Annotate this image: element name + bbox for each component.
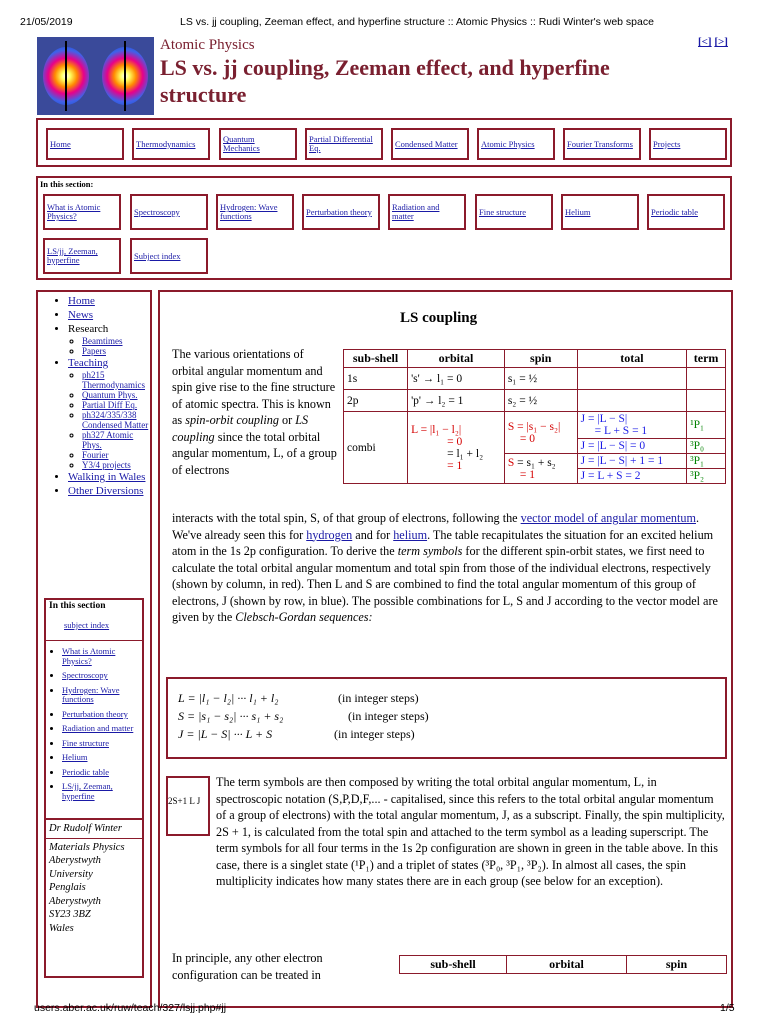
cell-J1	[577, 412, 687, 439]
secnav-link[interactable]: Subject index	[134, 250, 181, 261]
section-heading: LS coupling	[400, 310, 478, 326]
nav-fourier[interactable]	[563, 128, 641, 160]
table-row	[344, 368, 726, 390]
table-header-row	[344, 350, 726, 368]
secnav-helium[interactable]	[561, 194, 639, 230]
print-title: LS vs. jj coupling, Zeeman effect, and hyperfine structure :: Atomic Physics :: Rudi Winter's web space	[180, 16, 654, 28]
print-footer	[0, 1000, 768, 1016]
secnav-what-is[interactable]	[43, 194, 121, 230]
cell-L	[408, 412, 505, 484]
cell-J4: J = L + S = 2	[577, 469, 687, 484]
formula-L: L = |l₁ − l₂| ··· l₁ + l₂	[178, 691, 279, 705]
nav-link[interactable]: Condensed Matter	[395, 138, 458, 149]
section-subtitle: Atomic Physics	[160, 37, 255, 53]
logo-line	[65, 41, 67, 111]
term-symbol-box	[166, 776, 210, 836]
em-text: term symbols	[397, 544, 463, 558]
text: or	[278, 413, 296, 427]
L-value: = 0	[447, 435, 463, 448]
cell: 1s	[344, 368, 408, 390]
em-text: Clebsch-Gordan sequences:	[235, 610, 373, 624]
text: The various orientations of orbital angular momentum and spin give rise to the fine structure of atomic spectra. This is known as	[172, 347, 336, 427]
address-body	[46, 839, 142, 938]
sidebar-sublink[interactable]: ph324/335/338 Condensed Matter	[82, 410, 149, 430]
th: sub-shell	[400, 956, 507, 974]
cell: 2p	[344, 390, 408, 412]
in-section-link[interactable]: LS/jj, Zeeman, hyperfine	[62, 781, 113, 801]
S-symbol: S	[507, 456, 515, 469]
sidebar-item[interactable]	[68, 470, 150, 484]
print-date: 21/05/2019	[20, 16, 73, 28]
nav-home[interactable]	[46, 128, 124, 160]
formula-S: S = |s₁ − s₂| ··· s₁ + s₂	[178, 709, 284, 723]
address-name: Dr Rudolf Winter	[46, 820, 142, 839]
address-line: Wales	[49, 922, 74, 934]
in-section-link[interactable]: Helium	[62, 752, 88, 762]
teaching-sublist	[68, 370, 150, 470]
nav-link[interactable]: Thermodynamics	[136, 138, 196, 149]
th: sub-shell	[344, 350, 408, 368]
sidebar-item[interactable]	[68, 308, 150, 322]
sidebar-link-walking[interactable]: Walking in Wales	[68, 471, 146, 483]
address-line: Aberystwyth University	[49, 855, 101, 880]
sidebar-sublist-wrap	[68, 336, 150, 356]
text: for the different spin-orbit states, we first need to calculate the total orbital angular momentum and total spin from those of the individual electrons, respectively (shown by column, in red). Then L and S are combined to find the total angular momentum of this group of electrons, J (shown by row, in blue). The possible combinations for L, S and J according to the vector model are given by the	[172, 544, 718, 624]
L-formula2: = l₁ + l₂	[447, 447, 484, 460]
site-logo[interactable]	[37, 37, 154, 115]
in-section-link[interactable]: Radiation and matter	[62, 723, 134, 733]
cell: 's' → l₁ = 0	[408, 368, 505, 390]
secnav-hydrogen[interactable]	[216, 194, 294, 230]
nav-atomic[interactable]	[477, 128, 555, 160]
vector-model-link[interactable]: vector model of angular momentum	[520, 511, 696, 525]
table-row	[344, 390, 726, 412]
sidebar-sublink[interactable]: Y3/4 projects	[82, 460, 131, 470]
secnav-link[interactable]: LS/jj, Zeeman, hyperfine	[47, 246, 98, 265]
in-section-item[interactable]	[62, 724, 142, 734]
table-row	[344, 412, 726, 439]
text: . The table recapitulates the situation for an excited helium atom in the 1s 2p configuration. To derive the	[172, 527, 714, 558]
in-section-link[interactable]: Perturbation theory	[62, 708, 128, 719]
in-section-link[interactable]: What is Atomic Physics?	[62, 646, 116, 666]
nav-quantum[interactable]	[219, 128, 297, 160]
sidebar-subitem[interactable]	[82, 450, 150, 460]
L-value2: = 1	[447, 459, 463, 472]
logo-line	[124, 41, 126, 111]
secnav-link[interactable]: Periodic table	[651, 206, 698, 217]
S-value: = 0	[519, 432, 535, 445]
nav-link[interactable]: Atomic Physics	[481, 138, 535, 149]
address-line: SY23 3BZ	[49, 909, 91, 920]
sidebar-sublist-wrap	[68, 370, 150, 470]
address-line: Aberystwyth	[49, 895, 101, 907]
sidebar-sublink[interactable]: ph327 Atomic Phys.	[82, 430, 134, 450]
nav-pde[interactable]	[305, 128, 383, 160]
sidebar-subitem[interactable]	[82, 346, 150, 356]
prev-next-links	[698, 36, 728, 48]
sidebar-item[interactable]	[68, 294, 150, 308]
sidebar-subitem[interactable]	[82, 390, 150, 400]
nav-projects[interactable]	[649, 128, 727, 160]
helium-link[interactable]: helium	[393, 527, 428, 542]
th: orbital	[408, 350, 505, 368]
th: spin	[504, 350, 577, 368]
main-paragraph	[172, 510, 728, 626]
in-section-link[interactable]: Spectroscopy	[62, 670, 108, 680]
in-section-link[interactable]: Hydrogen: Wave functions	[62, 684, 120, 704]
term-cell: ³P₀	[687, 439, 726, 454]
in-this-section-box	[44, 598, 144, 834]
sidebar-subitem[interactable]	[82, 410, 150, 430]
secnav-link[interactable]: Hydrogen: Wave functions	[220, 202, 278, 221]
subject-index-wrap	[46, 612, 142, 640]
cell-J3: J = |L − S| + 1 = 1	[577, 454, 687, 469]
logo-left-half	[37, 37, 95, 115]
secnav-index[interactable]	[130, 238, 208, 274]
th: spin	[627, 956, 727, 974]
intro-paragraph	[172, 346, 338, 478]
nav-condensed[interactable]	[391, 128, 469, 160]
cell	[687, 368, 726, 390]
secnav-spectroscopy[interactable]	[130, 194, 208, 230]
secnav-radiation[interactable]	[388, 194, 466, 230]
in-section-item[interactable]	[62, 686, 142, 705]
th: term	[687, 350, 726, 368]
text: and for	[352, 527, 394, 542]
in-section-link[interactable]: Periodic table	[62, 766, 109, 777]
secnav-perturbation[interactable]	[302, 194, 380, 230]
cell: s₁ = ½	[504, 368, 577, 390]
secnav-link[interactable]: Perturbation theory	[306, 206, 372, 217]
L-formula: L = |l₁ − l₂|	[411, 423, 462, 436]
logo-right-half	[96, 37, 154, 115]
term-cell: ³P₂	[687, 469, 726, 484]
nav-link[interactable]: Projects	[653, 138, 681, 149]
in-this-section-title: In this section	[49, 601, 106, 611]
formula-note: (in integer steps)	[338, 691, 419, 705]
section-nav-label: In this section:	[40, 179, 94, 189]
sidebar-link-news[interactable]: News	[68, 309, 94, 321]
ls-table	[343, 349, 726, 484]
term-cell: ¹P₁	[687, 412, 726, 439]
sidebar-subitem[interactable]	[82, 460, 150, 470]
in-section-item[interactable]	[62, 753, 142, 763]
sidebar-link-teaching[interactable]: Teaching	[68, 357, 109, 369]
cell-S1	[504, 412, 577, 454]
next-link[interactable]: [>]	[714, 36, 728, 48]
clebsch-gordan-box	[166, 677, 727, 759]
in-section-item[interactable]	[62, 739, 142, 749]
secnav-fine[interactable]	[475, 194, 553, 230]
sidebar-subitem[interactable]	[82, 336, 150, 346]
nav-link[interactable]: Quantum Mechanics	[223, 134, 260, 153]
sidebar-sublink[interactable]: Fourier	[82, 450, 109, 460]
sidebar-sublink[interactable]: Beamtimes	[82, 336, 123, 346]
next-paragraph: In principle, any other electron configuration can be treated in	[172, 951, 323, 982]
address-line: Penglais	[49, 882, 86, 893]
sidebar-subitem[interactable]	[82, 370, 150, 390]
S-formula: S = |s₁ − s₂|	[507, 420, 561, 433]
term-symbol-template: 2S+1 L J	[168, 796, 201, 806]
in-section-item[interactable]	[62, 647, 142, 666]
sidebar-item: • Research	[68, 322, 150, 336]
sidebar-subitem[interactable]	[82, 430, 150, 450]
top-nav	[36, 118, 732, 167]
secnav-lsjj[interactable]	[43, 238, 121, 274]
in-section-item[interactable]	[62, 782, 142, 801]
nav-link[interactable]: Fourier Transforms	[567, 138, 633, 149]
em-text: LS coupling	[172, 413, 309, 444]
cell	[687, 390, 726, 412]
J-formula: J = |L − S|	[580, 413, 628, 425]
J-formula2: = L + S = 1	[594, 425, 648, 437]
second-table	[399, 955, 727, 974]
print-page: 1/5	[720, 1002, 735, 1014]
in-section-list	[46, 647, 142, 801]
secnav-link[interactable]: Radiation and matter	[392, 202, 440, 221]
cell: combi	[344, 412, 408, 484]
hydrogen-link[interactable]: hydrogen	[306, 527, 353, 542]
secnav-link[interactable]: What is Atomic Physics?	[47, 202, 101, 221]
S-sum: = s₁ + s₂	[517, 456, 556, 469]
text: since the total orbital angular momentum, L, of a group of electrons	[172, 429, 337, 477]
page-title: LS vs. jj coupling, Zeeman effect, and hyperfine structure	[160, 55, 610, 107]
cell: 'p' → l₂ = 1	[408, 390, 505, 412]
term-paragraph: The term symbols are then composed by writing the total orbital angular momentum, L, in spectroscopic notation (S,P,D,F,... - capitalised, since this refers to the total orbital angular momentum of a group of electrons) with the total angular momentum, J, as a subscript. Finally, the spin multiplicity, 2S + 1, is calculated from the total spin and attached to the term symbol as a leading superscript. The term symbols for all four terms in the 1s 2p configuration are shown in green in the table above. In this case, there is a singlet state (¹P₁) and a triplet of states (³P₀, ³P₁, ³P₂). In almost all cases, the spin multiplicity indicates how many states there are in each group (see below for an exception).	[216, 775, 725, 888]
sidebar-link-home[interactable]: Home	[68, 295, 95, 307]
sidebar-sublink[interactable]: Quantum Phys.	[82, 390, 138, 400]
prev-link[interactable]: [<]	[698, 36, 712, 48]
in-section-link[interactable]: Fine structure	[62, 737, 109, 748]
cell-J2: J = |L − S| = 0	[577, 439, 687, 454]
formula-note: (in integer steps)	[334, 727, 415, 741]
formula-J: J = |L − S| ··· L + S	[178, 727, 273, 741]
in-section-item[interactable]	[62, 671, 142, 681]
print-header	[0, 14, 768, 30]
secnav-link[interactable]: Helium	[565, 206, 591, 217]
subject-index-link[interactable]: subject index	[64, 620, 110, 630]
sidebar-main-list	[38, 294, 150, 498]
cell: s₂ = ½	[504, 390, 577, 412]
formula-note: (in integer steps)	[348, 709, 429, 723]
secnav-periodic[interactable]	[647, 194, 725, 230]
nav-link[interactable]: Partial Differential Eq.	[309, 134, 373, 153]
address-box	[44, 818, 144, 978]
sidebar-item[interactable]	[68, 356, 150, 370]
S-value2: = 1	[519, 468, 535, 481]
cell-S2	[504, 454, 577, 484]
cell	[577, 368, 687, 390]
sidebar-sublink[interactable]: ph215 Thermodynamics	[82, 370, 145, 390]
nav-thermodynamics[interactable]	[132, 128, 210, 160]
in-section-list-wrap	[46, 640, 142, 801]
in-section-item[interactable]	[62, 768, 142, 778]
term-cell: ³P₁	[687, 454, 726, 469]
sidebar-sublink[interactable]: Papers	[82, 346, 106, 356]
text: . We've already seen this for	[172, 511, 700, 542]
nav-link[interactable]: Home	[50, 138, 71, 149]
table-header-row	[400, 956, 727, 974]
in-section-item[interactable]	[62, 710, 142, 720]
sidebar-link-diversions[interactable]: Other Diversions	[68, 485, 144, 497]
print-url: users.aber.ac.uk/ruw/teach/327/lsjj.php#jj	[34, 1002, 227, 1014]
sidebar-sublink[interactable]: Partial Diff Eq.	[82, 400, 138, 410]
sidebar-item[interactable]	[68, 484, 150, 498]
S-formula2	[508, 457, 574, 469]
th: orbital	[507, 956, 627, 974]
secnav-link[interactable]: Spectroscopy	[134, 206, 180, 217]
cell	[577, 390, 687, 412]
text: interacts with the total spin, S, of that group of electrons, following the	[172, 511, 521, 525]
address-line: Materials Physics	[49, 841, 125, 853]
research-sublist	[68, 336, 150, 356]
secnav-link[interactable]: Fine structure	[479, 206, 526, 217]
sidebar-subitem[interactable]	[82, 400, 150, 410]
th: total	[577, 350, 687, 368]
em-text: spin-orbit coupling	[185, 413, 279, 427]
